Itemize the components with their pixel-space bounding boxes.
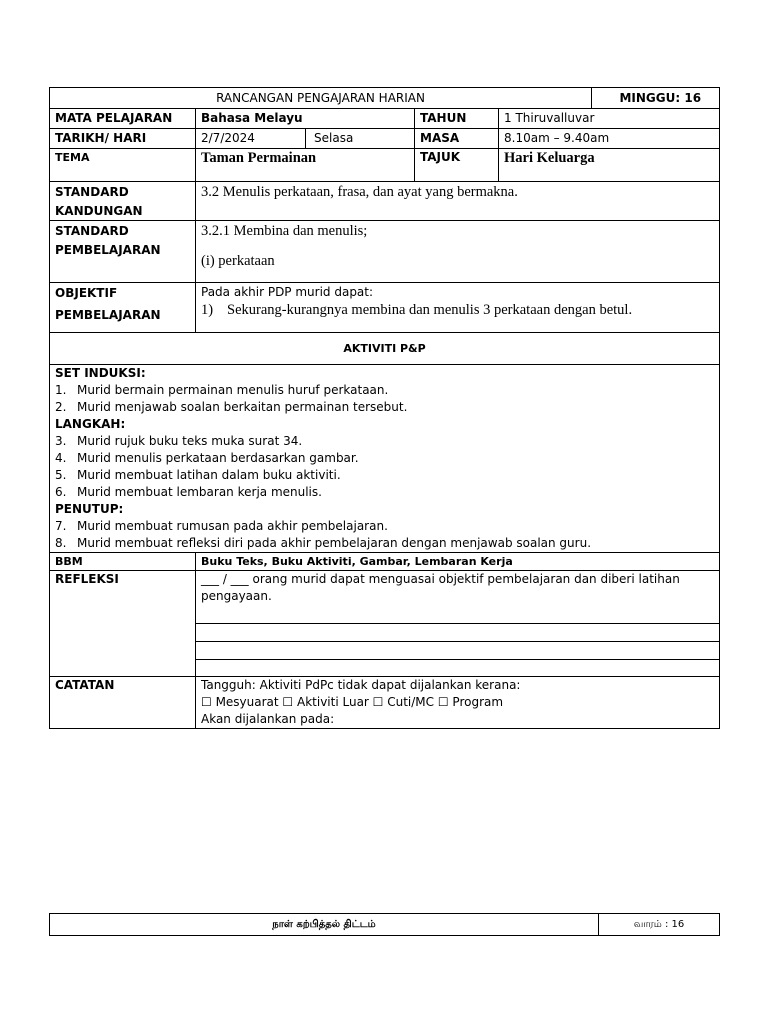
list-item-text: Murid menjawab soalan berkaitan permainan tersebut. <box>77 400 408 414</box>
tahun-label: TAHUN <box>415 109 499 129</box>
tahun-value: 1 Thiruvalluvar <box>499 109 720 129</box>
tema-label: TEMA <box>50 149 196 182</box>
list-item-number: 1. <box>55 383 67 397</box>
refleksi-label: REFLEKSI <box>50 571 196 677</box>
list-item-number: 8. <box>55 536 67 550</box>
list-item <box>55 535 714 552</box>
objektif-item-number: 1) <box>201 302 214 318</box>
list-item <box>55 518 714 535</box>
catatan-line-3: Akan dijalankan pada: <box>201 712 335 726</box>
list-item <box>55 450 714 467</box>
objektif-item <box>201 301 714 319</box>
list-item <box>55 433 714 450</box>
hari-value: Selasa <box>306 129 415 149</box>
footer-table <box>49 913 720 936</box>
langkah-heading: LANGKAH: <box>55 417 126 431</box>
footer-title: நாள் கற்பித்தல் திட்டம் <box>50 914 599 936</box>
tema-value: Taman Permainan <box>196 149 415 182</box>
week-label: MINGGU: 16 <box>592 88 720 109</box>
standard-kandungan-label-line2: KANDUNGAN <box>55 204 143 218</box>
list-item-number: 7. <box>55 519 67 533</box>
standard-pembelajaran-value <box>196 221 720 283</box>
standard-kandungan-value: 3.2 Menulis perkataan, frasa, dan ayat yang bermakna. <box>196 182 720 221</box>
footer-week: வாரம் : 16 <box>599 914 720 936</box>
refleksi-line <box>196 660 719 676</box>
list-item-text: Murid rujuk buku teks muka surat 34. <box>77 434 303 448</box>
list-item-text: Murid bermain permainan menulis huruf perkataan. <box>77 383 389 397</box>
catatan-label: CATATAN <box>50 677 196 729</box>
list-item-text: Murid membuat latihan dalam buku aktiviti. <box>77 468 341 482</box>
refleksi-line <box>196 642 719 660</box>
list-item-text: Murid membuat lembaran kerja menulis. <box>77 485 322 499</box>
standard-pembelajaran-label <box>50 221 196 283</box>
standard-pembelajaran-line2: (i) perkataan <box>201 253 275 269</box>
tajuk-value: Hari Keluarga <box>499 149 720 182</box>
tajuk-label: TAJUK <box>415 149 499 182</box>
bbm-label: BBM <box>50 553 196 571</box>
objektif-label <box>50 283 196 333</box>
lesson-plan-table <box>49 87 720 729</box>
aktiviti-content <box>50 365 720 553</box>
standard-kandungan-label-line1: STANDARD <box>55 185 129 199</box>
objektif-label-line2: PEMBELAJARAN <box>55 308 161 322</box>
standard-pembelajaran-line1: 3.2.1 Membina dan menulis; <box>201 223 368 239</box>
aktiviti-heading: AKTIVITI P&P <box>50 333 720 365</box>
tarikh-label: TARIKH/ HARI <box>50 129 196 149</box>
catatan-line-1: Tangguh: Aktiviti PdPc tidak dapat dijalankan kerana: <box>201 678 521 692</box>
penutup-heading: PENUTUP: <box>55 502 124 516</box>
mata-pelajaran-value: Bahasa Melayu <box>196 109 415 129</box>
objektif-label-line1: OBJEKTIF <box>55 286 118 300</box>
list-item-number: 6. <box>55 485 67 499</box>
catatan-line-2: ☐ Mesyuarat ☐ Aktiviti Luar ☐ Cuti/MC ☐ Program <box>201 695 504 709</box>
tarikh-value: 2/7/2024 <box>196 129 306 149</box>
list-item-number: 3. <box>55 434 67 448</box>
standard-pembelajaran-label-line1: STANDARD <box>55 224 129 238</box>
list-item <box>55 399 714 416</box>
list-item <box>55 467 714 484</box>
set-induksi-heading: SET INDUKSI: <box>55 366 146 380</box>
standard-kandungan-label <box>50 182 196 221</box>
list-item-number: 2. <box>55 400 67 414</box>
objektif-value <box>196 283 720 333</box>
masa-value: 8.10am – 9.40am <box>499 129 720 149</box>
list-item-number: 4. <box>55 451 67 465</box>
refleksi-value: ___ / ___ orang murid dapat menguasai objektif pembelajaran dan diberi latihan pengayaan. <box>196 571 719 624</box>
standard-pembelajaran-label-line2: PEMBELAJARAN <box>55 243 161 257</box>
list-item-text: Murid membuat rumusan pada akhir pembelajaran. <box>77 519 388 533</box>
page-title: RANCANGAN PENGAJARAN HARIAN <box>50 88 592 109</box>
mata-pelajaran-label: MATA PELAJARAN <box>50 109 196 129</box>
masa-label: MASA <box>415 129 499 149</box>
refleksi-line <box>196 624 719 642</box>
catatan-value <box>196 677 720 729</box>
list-item <box>55 382 714 399</box>
list-item <box>55 484 714 501</box>
bbm-value: Buku Teks, Buku Aktiviti, Gambar, Lembaran Kerja <box>196 553 720 571</box>
list-item-text: Murid membuat refleksi diri pada akhir pembelajaran dengan menjawab soalan guru. <box>77 536 592 550</box>
objektif-intro: Pada akhir PDP murid dapat: <box>201 285 374 299</box>
objektif-item-text: Sekurang-kurangnya membina dan menulis 3 perkataan dengan betul. <box>227 302 633 318</box>
list-item-number: 5. <box>55 468 67 482</box>
refleksi-value-cell <box>196 571 720 677</box>
list-item-text: Murid menulis perkataan berdasarkan gambar. <box>77 451 359 465</box>
